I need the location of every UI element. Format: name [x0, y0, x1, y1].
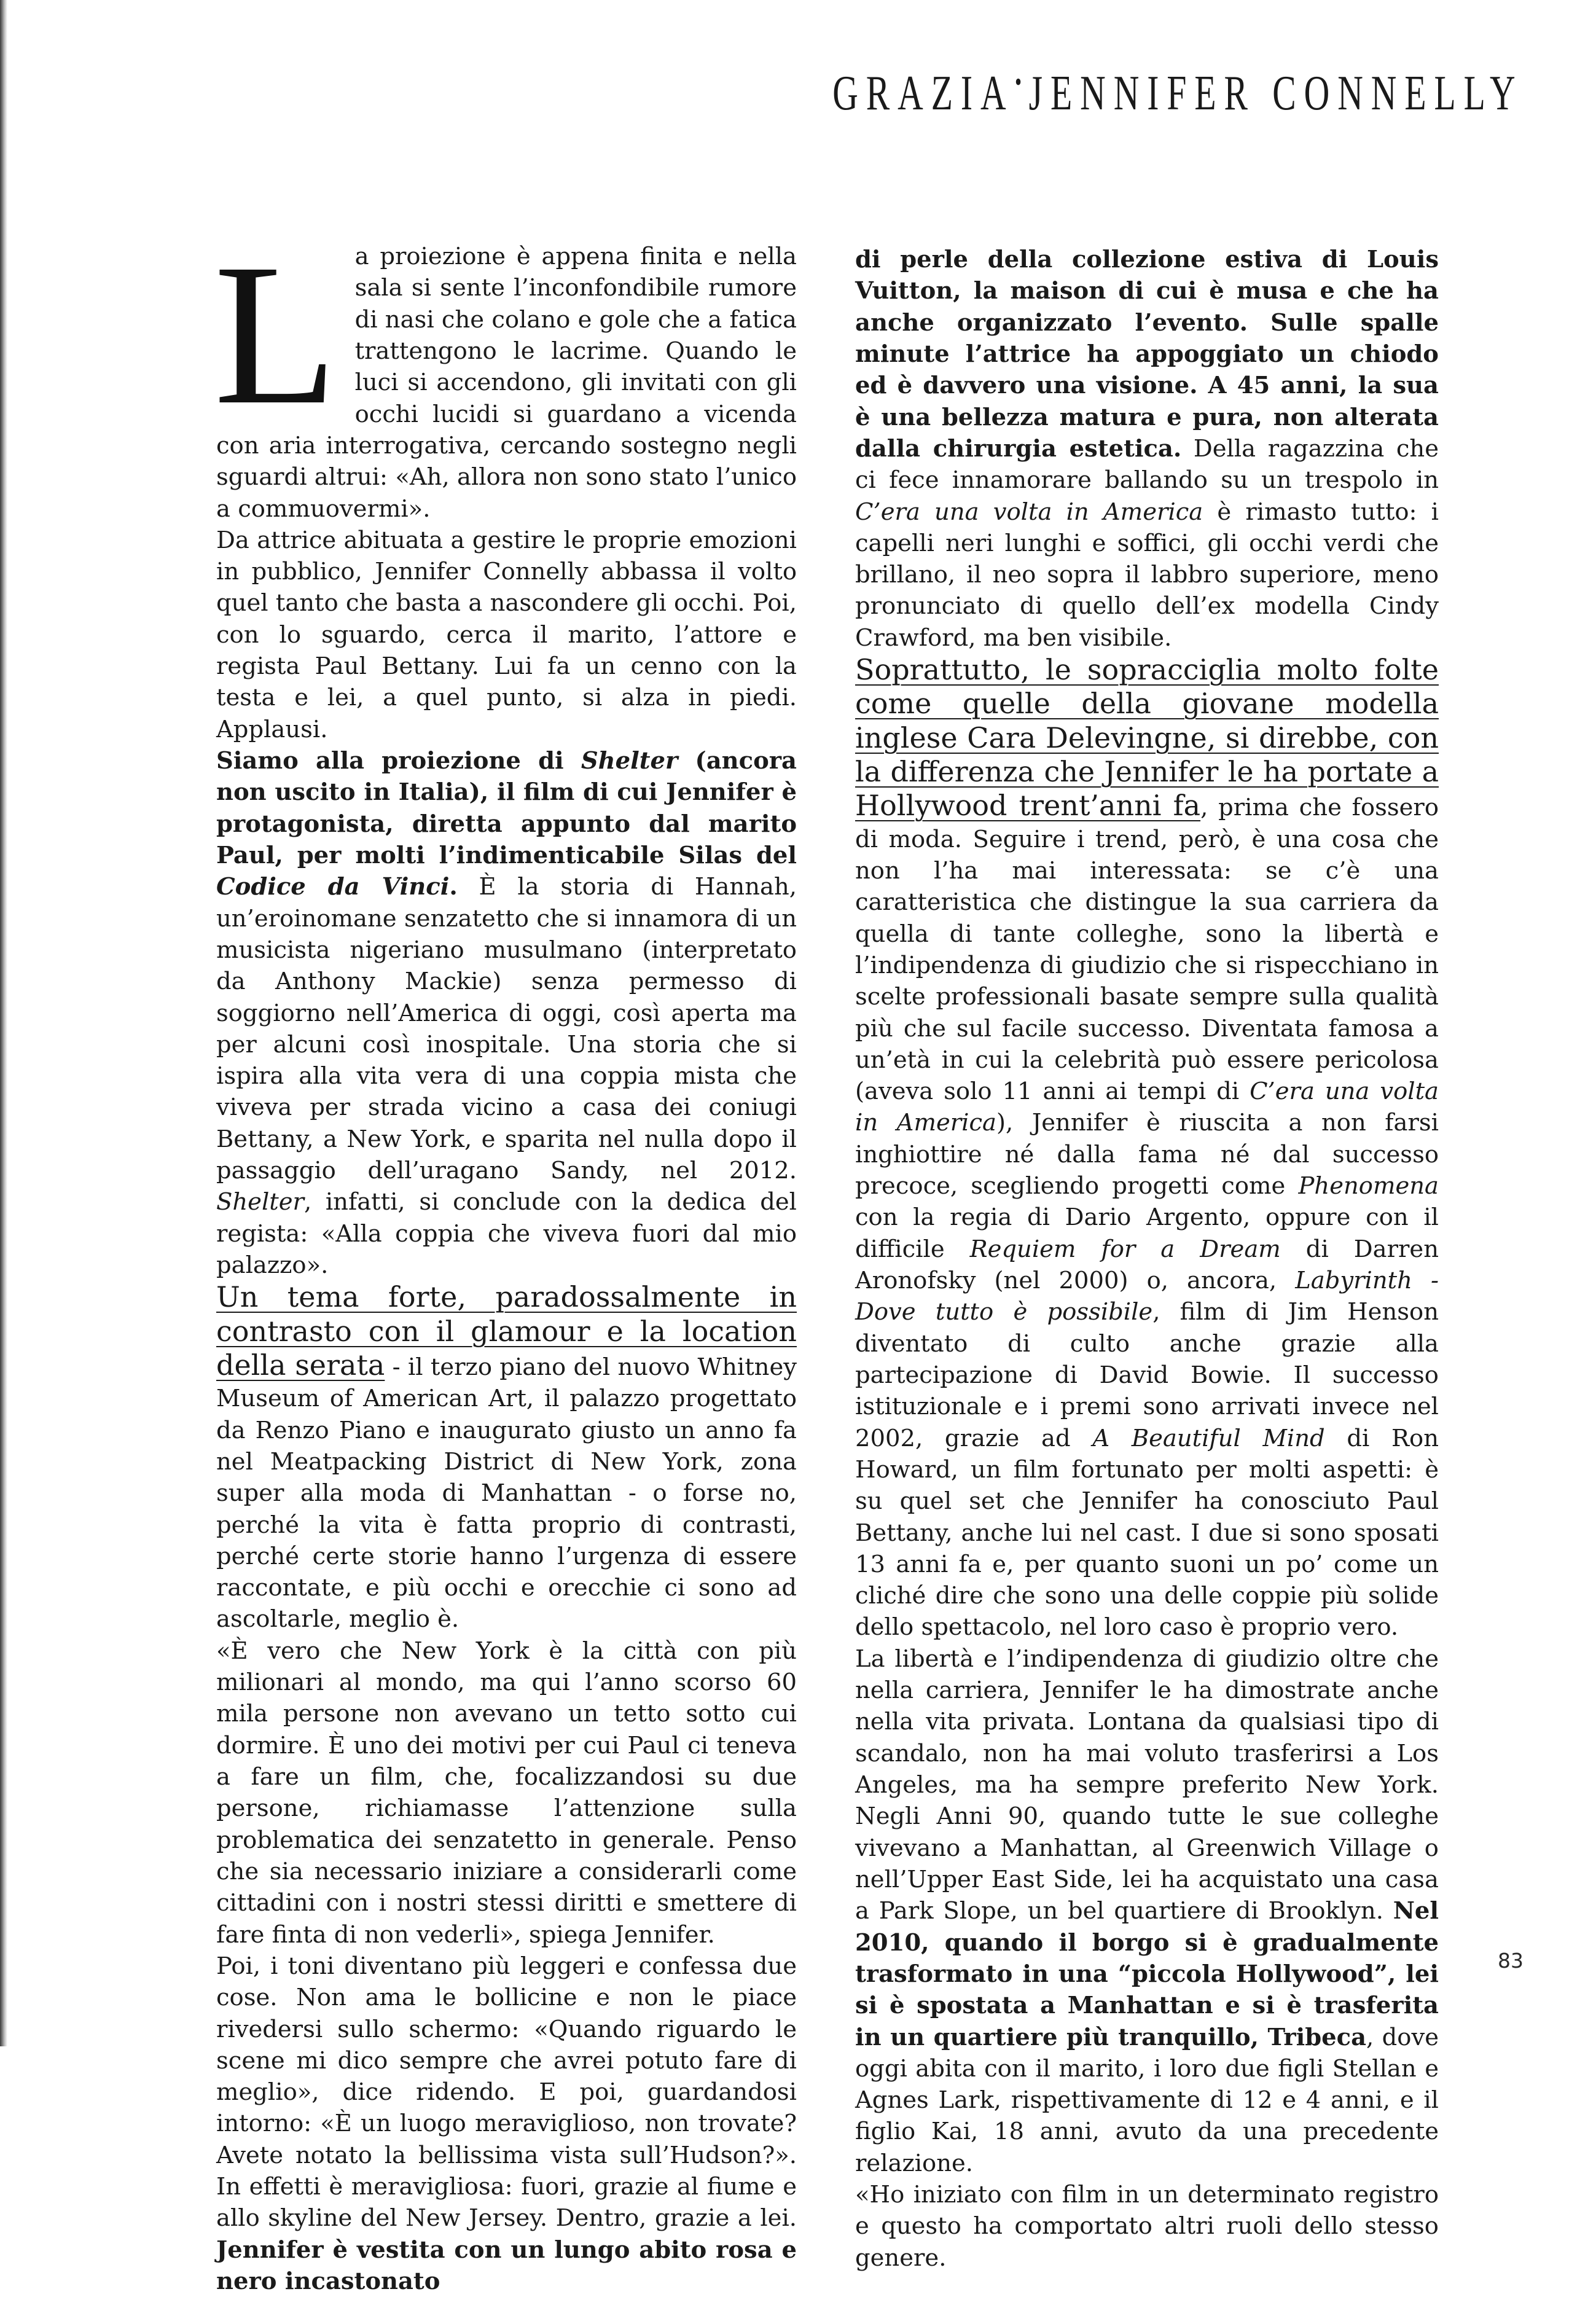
paragraph-text: Della ragazzina che ci fece innamorare ballando su un trespolo in — [855, 434, 1439, 495]
paragraph-text: ), Jennifer è riuscita a non farsi inghiottire né dalla fama né dal successo precoce, scegliendo progetti come — [855, 1109, 1439, 1200]
paragraph — [216, 745, 797, 1281]
header-brand: GRAZIA — [832, 66, 1015, 120]
bold-text: Nel 2010, quando il borgo si è gradualmente trasformato in una “piccola Hollywood”, lei si è spostata a Manhattan e si è trasferita in un quartiere più tranquillo, Tribeca — [855, 1897, 1439, 2051]
pull-quote: Un tema forte, paradossalmente in contrasto con il glamour e la location della serata — [216, 1280, 797, 1382]
paragraph-text: È la storia di Hannah, un’eroinomane senzatetto che si innamora di un musicista nigeriano musulmano (interpretato da Anthony Mackie) senza permesso di soggiorno nell’America di oggi, così aperta ma per alcuni così inospitale. Una storia che si ispira alla vita vera di una coppia mista che viveva per strada vicino a casa dei coniugi Bettany, a New York, e sparita nel nulla dopo il passaggio dell’uragano Sandy, nel 2012. — [216, 873, 797, 1185]
article-column-right — [855, 244, 1439, 2274]
paragraph — [855, 244, 1439, 654]
paragraph-text: , infatti, si conclude con la dedica del regista: «Alla coppia che viveva fuori dal mio palazzo». — [216, 1188, 797, 1279]
film-title: Shelter — [581, 747, 678, 775]
paragraph-text: , film di Jim Henson diventato di culto anche grazie alla partecipazione di David Bowie. Il successo istituzionale e i premi sono arrivati invece nel 2002, grazie ad — [855, 1298, 1439, 1452]
film-title: Shelter — [216, 1188, 304, 1216]
header-separator: • — [1015, 67, 1027, 97]
film-title: Requiem for a Dream — [969, 1235, 1281, 1263]
film-title: Codice da Vinci — [216, 873, 450, 901]
running-header — [832, 66, 1524, 120]
pull-quote: Soprattutto, le sopracciglia molto folte come quelle della giovane modella inglese Cara Delevingne, si direbbe, con la differenza che Jennifer le ha portate a Hollywood trent’anni fa — [855, 653, 1439, 823]
paragraph-text: Poi, i toni diventano più leggeri e confessa due cose. Non ama le bollicine e non le piace rivedersi sullo schermo: «Quando riguardo le scene mi dico sempre che avrei potuto fare di meglio», dice ridendo. E poi, guardandosi intorno: «È un luogo meraviglioso, non trovate? Avete notato la bellissima vista sull’Hudson?». In effetti è meravigliosa: fuori, grazie al fiume e allo skyline del New Jersey. Dentro, grazie a lei. — [216, 1952, 797, 2232]
paragraph — [216, 1951, 797, 2297]
bold-text: Siamo alla proiezione di — [216, 747, 581, 775]
bold-text: di perle della collezione estiva di Louis Vuitton, la maison di cui è musa e che ha anche organizzato l’evento. Sulle spalle minute l’attrice ha appoggiato un chiodo ed è davvero una visione. A 45 anni, la sua è una bellezza matura e pura, non alterata dalla chirurgia estetica. — [855, 246, 1439, 463]
paragraph: «È vero che New York è la città con più milionari al mondo, ma qui l’anno scorso 60 mila persone non avevano un tetto sotto cui dormire. È uno dei motivi per cui Paul ci teneva a fare un film, che, focalizzandosi su due persone, richiamasse l’attenzione sulla problematica dei senzatetto in generale. Penso che sia necessario iniziare a considerarli come cittadini con i nostri stessi diritti e smettere di fare finta di non vederli», spiega Jennifer. — [216, 1637, 797, 1949]
paragraph-text: di Darren Aronofsky (nel 2000) o, ancora, — [855, 1235, 1439, 1294]
paragraph — [216, 1281, 797, 1635]
paragraph-text: La libertà e l’indipendenza di giudizio oltre che nella carriera, Jennifer le ha dimostrate anche nella vita privata. Lontana da qualsiasi tipo di scandalo, non ha mai voluto trasferirsi a Los Angeles, ma ha sempre preferito New York. Negli Anni 90, quando tutte le sue colleghe vivevano a Manhattan, al Greenwich Village o nell’Upper East Side, lei ha acquistato una casa a Park Slope, un bel quartiere di Brooklyn. — [855, 1645, 1439, 1925]
paragraph: «Ho iniziato con film in un determinato registro e questo ha comportato altri ruoli dello stesso genere. — [855, 2181, 1439, 2272]
film-title: C’era una volta in America — [855, 1078, 1439, 1137]
paragraph-text: - il terzo piano del nuovo Whitney Museum of American Art, il palazzo progettato da Renzo Piano e inaugurato giusto un anno fa nel Meatpacking District di New York, zona super alla moda di Manhattan - o forse no, perché la vita è fatta proprio di contrasti, perché certe storie hanno l’urgenza di essere raccontate, e più occhi e orecchie ci sono ad ascoltarle, meglio è. — [216, 1353, 797, 1634]
paragraph-text: , prima che fossero di moda. Seguire i trend, però, è una cosa che non l’ha mai interessata: se c’è una caratteristica che distingue la sua carriera da quella di tante colleghe, sono la libertà e l’indipendenza di giudizio che si rispecchiano in scelte professionali basate sempre sulla qualità più che sul facile successo. Diventata famosa a un’età in cui la celebrità può essere pericolosa (aveva solo 11 anni ai tempi di — [855, 794, 1439, 1106]
film-title: Phenomena — [1298, 1172, 1439, 1200]
paragraph-text: è rimasto tutto: i capelli neri lunghi e soffici, gli occhi verdi che brillano, il neo sopra il labbro superiore, meno pronunciato di quello dell’ex modella Cindy Crawford, ma ben visibile. — [855, 498, 1439, 652]
film-title: Labyrinth - Dove tutto è possibile — [855, 1267, 1439, 1326]
page-number: 83 — [1498, 1949, 1524, 1973]
film-title: A Beautiful Mind — [1092, 1424, 1325, 1452]
header-subject: JENNIFER CONNELLY — [1029, 66, 1524, 120]
bold-text: (ancora non uscito in Italia), il film di cui Jennifer è protagonista, diretta appunto dal marito Paul, per molti l’indimenticabile Silas del — [216, 747, 797, 869]
article-column-left — [214, 222, 797, 2297]
paragraph: Da attrice abituata a gestire le proprie emozioni in pubblico, Jennifer Connelly abbassa il volto quel tanto che basta a nascondere gli occhi. Poi, con lo sguardo, cerca il marito, l’attore e regista Paul Bettany. Lui fa un cenno con la testa e lei, a quel punto, si alza in piedi. Applausi. — [216, 526, 797, 743]
bold-text: . — [449, 873, 458, 901]
paragraph-text: di Ron Howard, un film fortunato per molti aspetti: è su quel set che Jennifer ha conosciuto Paul Bettany, anche lui nel cast. I due si sono sposati 13 anni fa e, per quanto suoni un po’ come un cliché dire che sono una delle coppie più solide dello spettacolo, nel loro caso è proprio vero. — [855, 1424, 1439, 1642]
paragraph-text: , dove oggi abita con il marito, i loro due figli Stellan e Agnes Lark, rispettivamente di 12 e 4 anni, e il figlio Kai, 18 anni, avuto da una precedente relazione. — [855, 2023, 1439, 2177]
bold-text: Jennifer è vestita con un lungo abito rosa e nero incastonato — [216, 2236, 797, 2295]
drop-cap: L — [214, 222, 338, 447]
paragraph — [855, 1643, 1439, 2179]
film-title: C’era una volta in America — [855, 498, 1203, 526]
paragraph-text: a proiezione è appena finita e nella sala si sente l’inconfondibile rumore di nasi che colano e gole che a fatica trattengono le lacrime. Quando le luci si accendono, gli invitati con gli occhi lucidi si guardano a vicenda con aria interrogativa, cercando sostegno negli sguardi altrui: «Ah, allora non sono stato l’unico a commuovermi». — [216, 243, 797, 523]
paragraph — [855, 654, 1439, 1643]
paragraph-text: con la regia di Dario Argento, oppure con il difficile — [855, 1203, 1439, 1263]
page-edge-shadow — [0, 0, 7, 2046]
paragraph — [214, 222, 797, 525]
